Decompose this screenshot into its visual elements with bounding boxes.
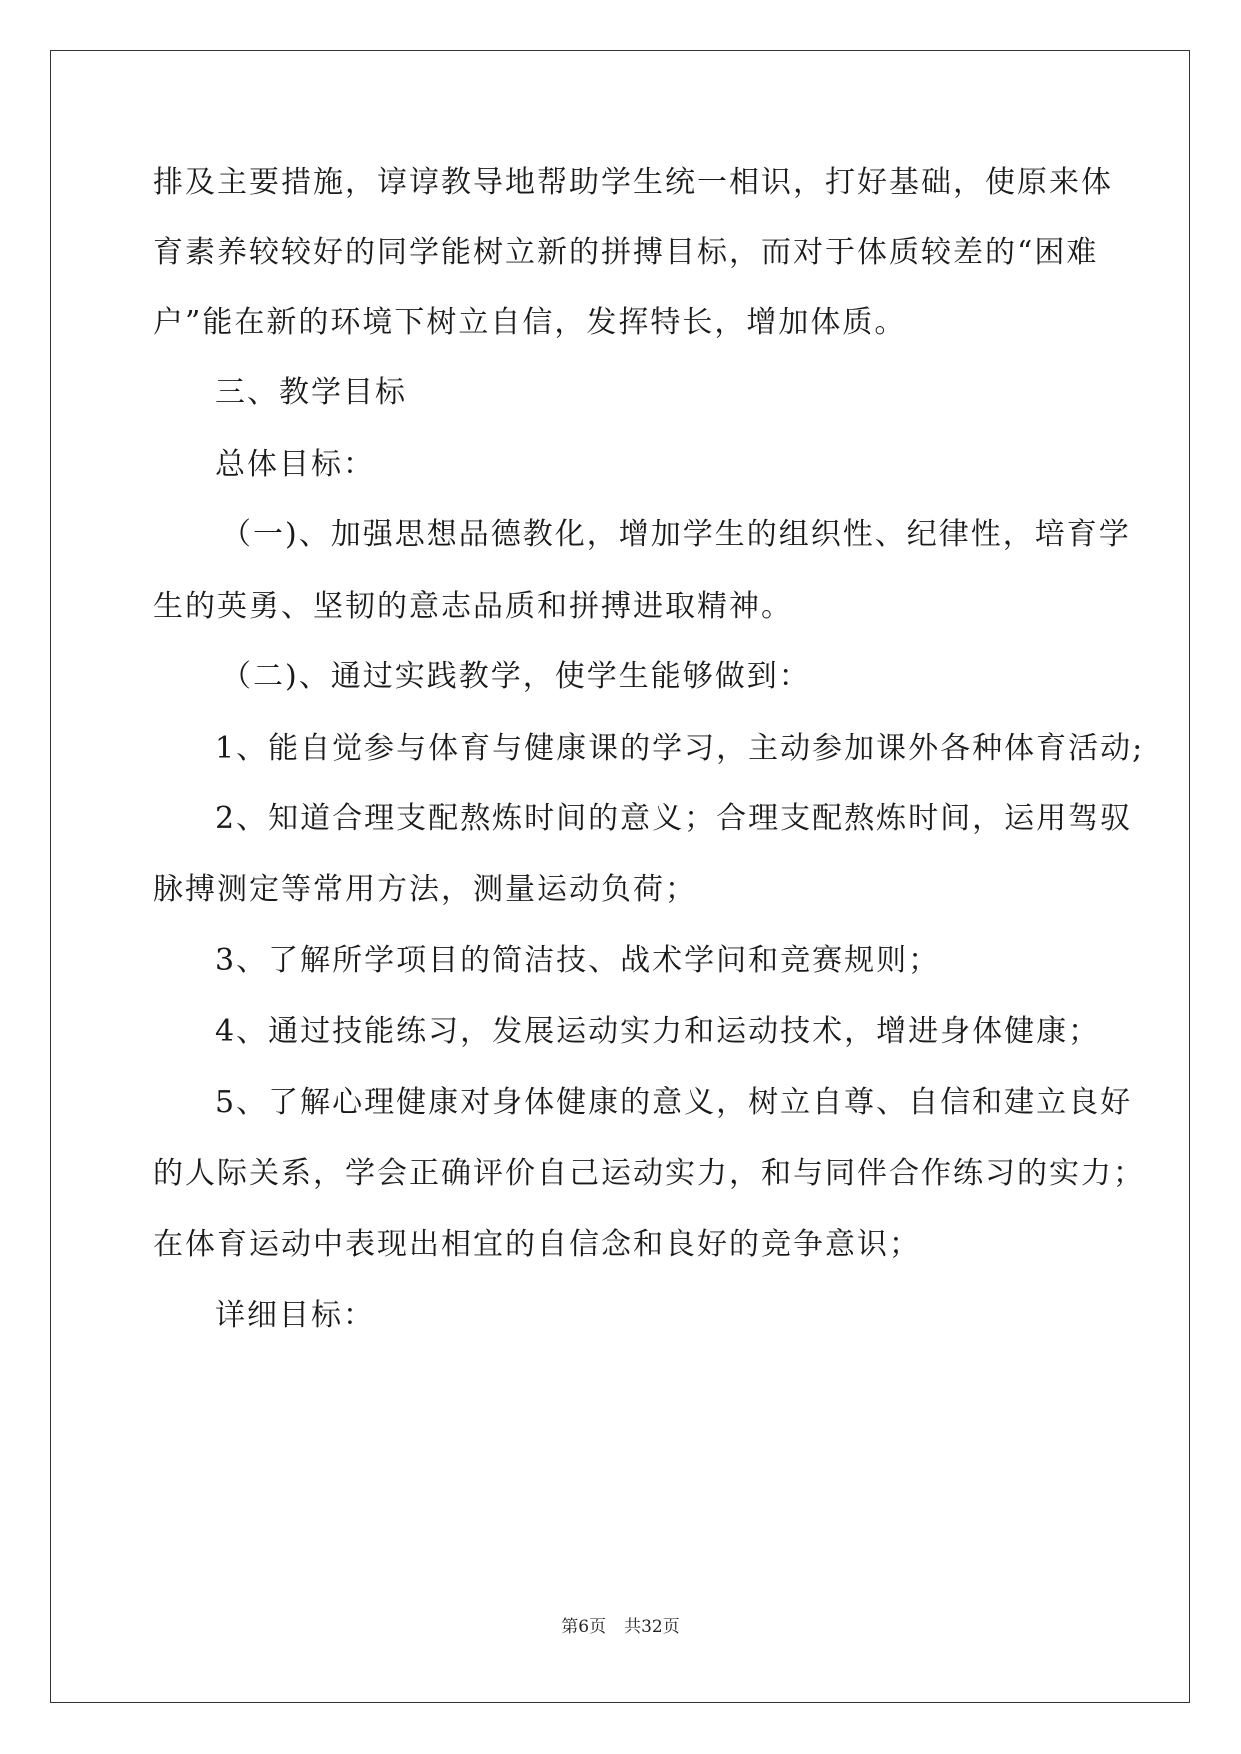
page-footer bbox=[0, 1617, 1241, 1637]
list-item: 2、知道合理支配熬炼时间的意义；合理支配熬炼时间，运用驾驭 bbox=[215, 801, 1133, 836]
text-line: 户”能在新的环境下树立自信，发挥特长，增加体质。 bbox=[153, 305, 907, 340]
text-line: （一)、加强思想品德教化，增加学生的组织性、纪律性，培育学 bbox=[221, 517, 1131, 552]
text-line: 脉搏测定等常用方法，测量运动负荷； bbox=[153, 872, 697, 907]
text-line: 的人际关系，学会正确评价自己运动实力，和与同伴合作练习的实力； bbox=[153, 1156, 1145, 1191]
text-line: 育素养较较好的同学能树立新的拼搏目标，而对于体质较差的“困难 bbox=[153, 235, 1099, 270]
text-line: 排及主要措施，谆谆教导地帮助学生统一相识，打好基础，使原来体 bbox=[153, 165, 1113, 200]
text-line: （二)、通过实践教学，使学生能够做到： bbox=[221, 659, 811, 694]
page-number: 第6页 bbox=[561, 1617, 607, 1637]
list-item: 4、通过技能练习，发展运动实力和运动技术，增进身体健康； bbox=[215, 1014, 1101, 1049]
subheading-overall-goals: 总体目标： bbox=[215, 447, 375, 482]
total-pages: 共32页 bbox=[624, 1617, 680, 1637]
text-line: 生的英勇、坚韧的意志品质和拼搏进取精神。 bbox=[153, 589, 793, 624]
list-item: 1、能自觉参与体育与健康课的学习，主动参加课外各种体育活动; bbox=[215, 731, 1145, 766]
subheading-detailed-goals: 详细目标： bbox=[215, 1298, 375, 1333]
list-item: 3、了解所学项目的简洁技、战术学问和竞赛规则； bbox=[215, 943, 941, 978]
list-item: 5、了解心理健康对身体健康的意义，树立自尊、自信和建立良好 bbox=[215, 1085, 1133, 1120]
section-heading: 三、教学目标 bbox=[215, 375, 407, 410]
text-line: 在体育运动中表现出相宜的自信念和良好的竞争意识； bbox=[153, 1227, 921, 1262]
